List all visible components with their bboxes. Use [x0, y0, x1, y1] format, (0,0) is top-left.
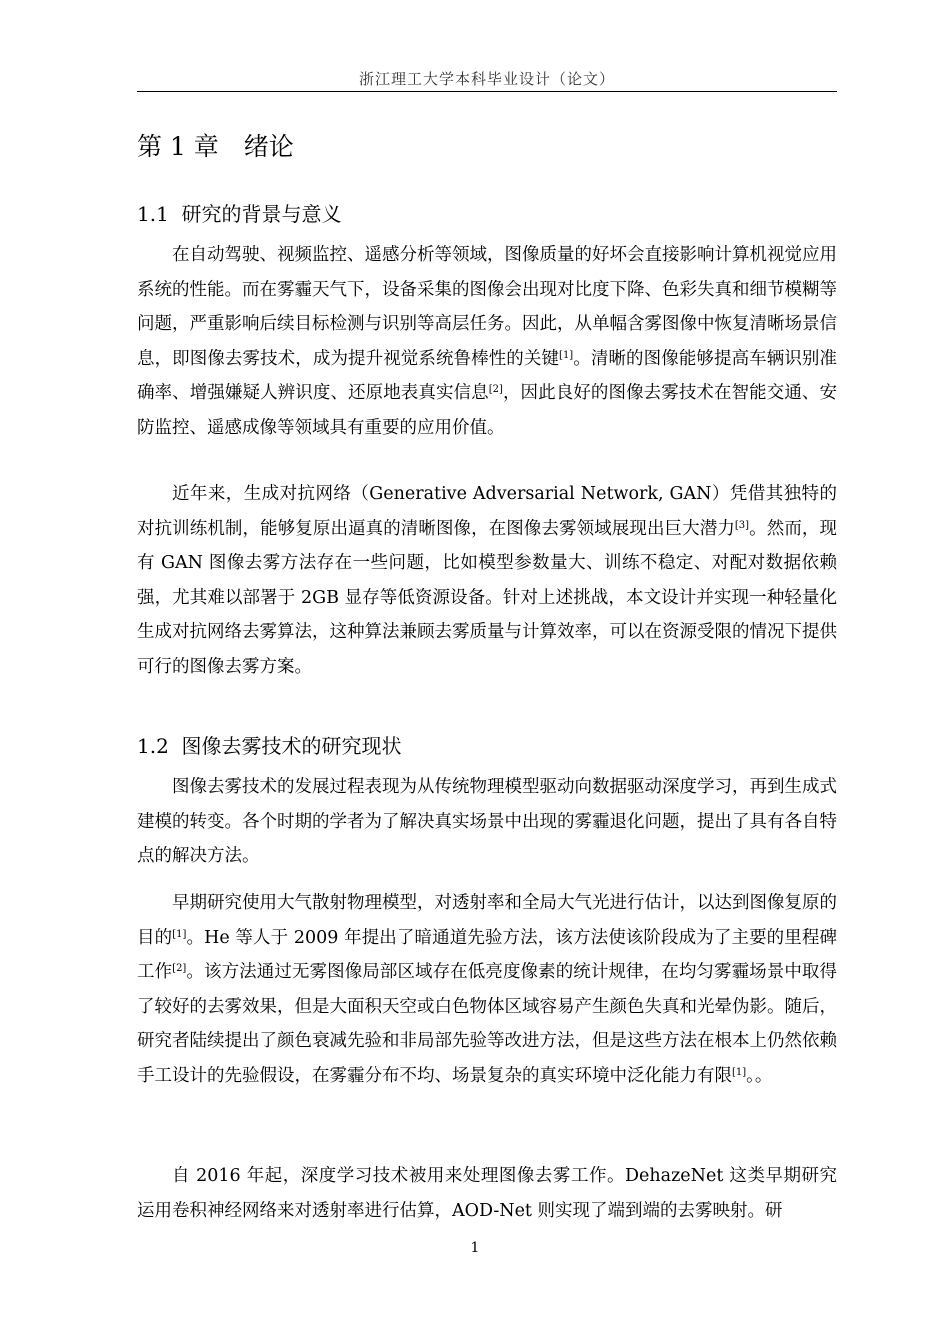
paragraph-background [137, 238, 837, 446]
citation-marker: [2] [172, 963, 187, 975]
paragraph-text: 。然而，现有 GAN 图像去雾方法存在一些问题，比如模型参数量大、训练不稳定、对配对数据依赖强，尤其难以部署于 2GB 显存等低资源设备。针对上述挑战，本文设计并实现一种轻量化生成对抗网络去雾算法，这种算法兼顾去雾质量与计算效率，可以在资源受限的情况下提供可行的图像去雾方案。 [137, 518, 838, 677]
paragraph-text: 近年来，生成对抗网络（Generative Adversarial Network, GAN）凭借其独特的对抗训练机制，能够复原出逼真的清晰图像，在图像去雾领域展现出巨大潜力 [137, 484, 837, 539]
citation-marker: [2] [488, 384, 503, 396]
citation-marker: [1] [559, 349, 574, 361]
paragraph-text: 。该方法通过无雾图像局部区域存在低亮度像素的统计规律，在均匀雾霾场景中取得了较好的去雾效果，但是大面积天空或白色物体区域容易产生颜色失真和光晕伪影。随后，研究者陆续提出了颜色衰减先验和非局部先验等改进方法，但是这些方法在根本上仍然依赖手工设计的先验假设，在雾霾分布不均、场景复杂的真实环境中泛化能力有限 [137, 962, 837, 1086]
paragraph-text: 。He 等人于 2009 年提出了暗通道先验方法，该方法使该阶段成为了主要的里程碑工作 [137, 927, 837, 983]
running-header: 浙江理工大学本科毕业设计（论文） [358, 70, 615, 88]
section-heading-1-1: 1.1 研究的背景与意义 [137, 202, 342, 226]
paragraph-text: 早期研究使用大气散射物理模型，对透射率和全局大气光进行估计，以达到图像复原的目的 [137, 893, 837, 948]
paragraph-text: ，因此良好的图像去雾技术在智能交通、安防监控、遥感成像等领域具有重要的应用价值。 [137, 383, 838, 438]
paragraph-text: 自 2016 年起，深度学习技术被用来处理图像去雾工作。DehazeNet 这类早期研究运用卷积神经网络来对透射率进行估算，AOD-Net 则实现了端到端的去雾映射。研 [137, 1166, 837, 1221]
paragraph-text: 。清晰的图像能够提高车辆识别准确率、增强嫌疑人辨识度、还原地表真实信息 [137, 348, 837, 404]
paragraph-gan-motivation [137, 477, 837, 685]
paragraph-physical-model [137, 886, 837, 1094]
citation-marker: [1] [172, 928, 187, 940]
paragraph-deep-learning [137, 1159, 837, 1228]
citation-marker: [1] [732, 1066, 747, 1078]
header-rule [137, 91, 837, 92]
chapter-title: 第 1 章 绪论 [137, 132, 294, 161]
paragraph-text: 。。 [746, 1065, 773, 1086]
paragraph-text: 在自动驾驶、视频监控、遥感分析等领域，图像质量的好坏会直接影响计算机视觉应用系统的性能。而在雾霾天气下，设备采集的图像会出现对比度下降、色彩失真和细节模糊等问题，严重影响后续目标检测与识别等高层任务。因此，从单幅含雾图像中恢复清晰场景信息，即图像去雾技术，成为提升视觉系统鲁棒性的关键 [137, 245, 837, 369]
paragraph-dehaze-overview [137, 770, 837, 874]
page-number: 1 [470, 1240, 480, 1256]
citation-marker: [3] [734, 519, 750, 531]
paragraph-text: 图像去雾技术的发展过程表现为从传统物理模型驱动向数据驱动深度学习，再到生成式建模的转变。各个时期的学者为了解决真实场景中出现的雾霾退化问题，提出了具有各自特点的解决方法。 [137, 777, 837, 867]
section-heading-1-2: 1.2 图像去雾技术的研究现状 [137, 734, 402, 758]
